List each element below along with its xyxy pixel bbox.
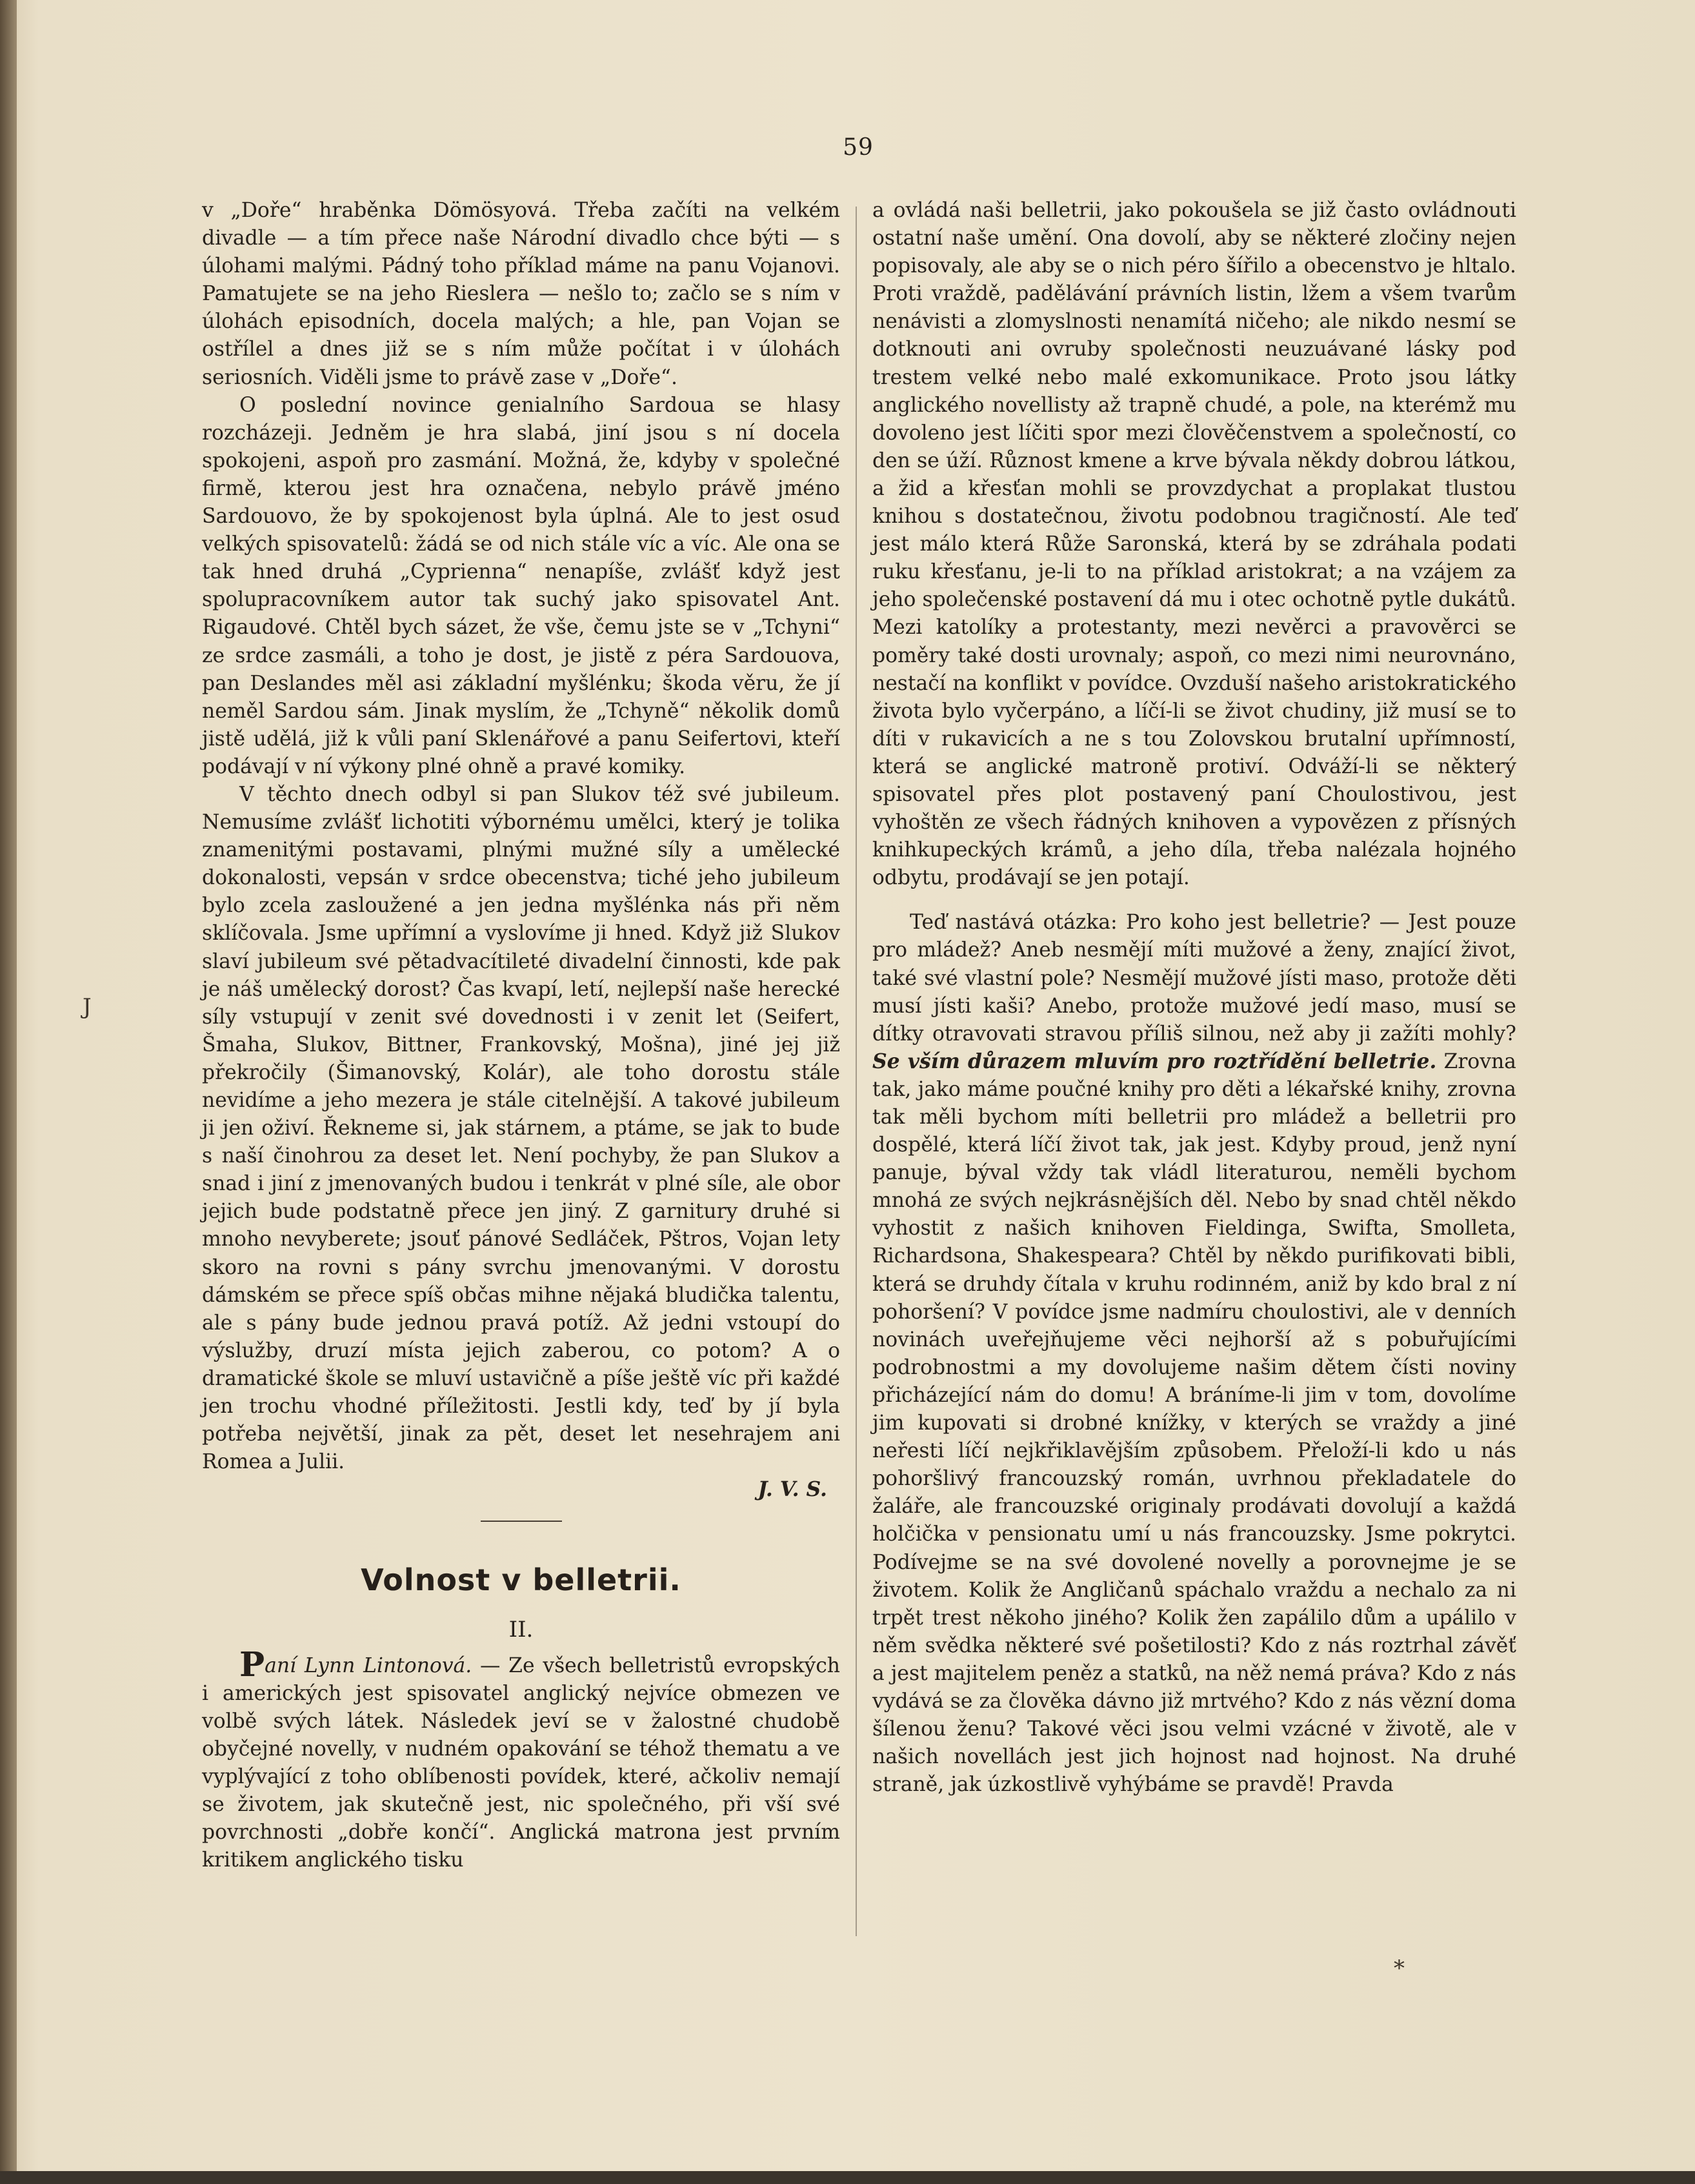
- margin-mark-left: J: [83, 994, 92, 1020]
- article-title: Volnost v belletrii.: [361, 1562, 681, 1598]
- paragraph-matrona: a ovládá naši belletrii, jako pokoušela se již často ovládnouti ostatní naše umění. Ona dovolí, aby se některé zločiny nejen popisovaly, ale aby se o nich péro šířilo a obecenstvo je hltalo. Proti vraždě, padělávání právních listin, lžem a všem tvarům nenávisti a zlomyslnosti nenamítá ničeho; ale nikdo nesmí se dotknouti ani ovruby společnosti neuzuávané lásky pod trestem velké nebo malé exkomunikace. Proto jsou látky anglického novellisty až trapně chudé, a pole, na kterémž mu dovoleno jest líčiti spor mezi člověčenstvem a společností, co den se úží. Různost kmene a krve bývala někdy dobrou látkou, a žid a křesťan mohli se provzdychat a proplakat tlustou knihou s dostatečnou, životu podobnou tragičností. Ale teď jest málo která Růže Saronská, která by se zdráhala podati ruku křesťanu, je-li to na příklad aristokrat; a na vzájem za jeho společenské postavení dá mu i otec ochotně pytle dukátů. Mezi katolíky a protestanty, mezi nevěrci a pravověrci se poměry také dosti urovnaly; aspoň, co mezi nimi neurovnáno, nestačí na konflikt v povídce. Ovzduší našeho aristokratického života bylo vyčerpáno, a líčí-li se život chudiny, již musí se to díti v rukavicích a ne s tou Zolovskou brutalní upřímností, která se anglické matroně protiví. Odváží-li se některý spisovatel přes plot postavený paní Choulostivou, jest vyhoštěn ze všech řádných knihoven a vypovězen z přísných knihkupeckých krámů, a jeho díla, třeba nalézala hojného odbytu, prodávají se jen potají.: [872, 199, 1516, 890]
- paragraph-slukov: V těchto dnech odbyl si pan Slukov též své jubileum. Nemusíme zvlášť lichotiti výbornému umělci, který je tolika znamenitými postavami, plnými mužné síly a umělecké dokonalosti, vepsán v srdce obecenstva; tiché jeho jubileum bylo zcela zasloužené a jen jedna myšlénka nás při něm sklíčovala. Jsme upřímní a vyslovíme ji hned. Když již Slukov slaví jubileum své pětadvacítileté divadelní činnosti, kde pak je náš umělecký dorost? Čas kvapí, letí, nejlepší naše herecké síly vstupují v zenit své dovednosti i v zenit let (Seifert, Šmaha, Slukov, Bittner, Frankovský, Mošna), jiné jej již překročily (Šimanovský, Kolár), ale toho dorostu stále nevidíme a jeho mezera je stále citelnější. A takové jubileum ji jen oživí. Řekneme si, jak stárnem, a ptáme, se jak to bude s naší činohrou za deset let. Není pochyby, že pan Slukov a snad i jiní z jmenovaných budou i tenkrát v plné síle, ale obor jejich bude podstatně přece jen jiný. Z garnitury druhé si mnoho nevyberete; jsouť pánové Sedláček, Pštros, Vojan lety skoro na rovni s pány svrchu jmenovanými. V dorostu dámském se přece spíš občas mihne nějaká bludička talentu, ale s pány bude jednou pravá potíž. Až jedni vstoupí do výslužby, druzí místa jejich zaberou, co potom? A o dramatické škole se mluví ustavičně a píše ještě víc při každé jen trochu vhodné příležitosti. Jestli kdy, teď by jí byla potřeba největší, jinak za pět, deset let nesehrajem ani Romea a Julii.: [202, 782, 840, 1474]
- right-column: [872, 197, 1516, 1799]
- paragraph-linton: [202, 1644, 840, 1875]
- left-column: [202, 197, 840, 1874]
- drop-cap-letter: P: [239, 1644, 265, 1684]
- paragraph-sardou: O poslední novince genialního Sardoua se hlasy rozcházeji. Jedněm je hra slabá, jiní jsou s ní docela spokojeni, aspoň pro zasmání. Možná, že, kdyby v společné firmě, kterou jest hra označena, nebylo právě jméno Sardouovo, že by spokojenost byla úplná. Ale to jest osud velkých spisovatelů: žádá se od nich stále víc a víc. Ale ona se tak hned druhá „Cyprienna“ nenapíše, zvlášť když jest spolupracovníkem autor tak suchý jako spisovatel Ant. Rigaudové. Chtěl bych sázet, že vše, čemu jste se v „Tchyni“ ze srdce zasmáli, a toho je dost, je jistě z péra Sardouova, pan Deslandes měl asi základní myšlénku; škoda věru, že jí neměl Sardou sám. Jinak myslím, že „Tchyně“ několik domů jistě udělá, již k vůli paní Sklenářové a panu Seifertovi, kteří podávají v ní výkony plné ohně a pravé komiky.: [202, 393, 840, 778]
- article-part-number: II.: [508, 1617, 534, 1643]
- paragraph-question: [872, 909, 1516, 1799]
- page-bottom-edge: [0, 2171, 1695, 2184]
- margin-mark-bottom: *: [1394, 1956, 1405, 1981]
- column-divider: [856, 207, 857, 1936]
- paragraph-dora: v „Doře“ hraběnka Dömösyová. Třeba začíti na velkém divadle — a tím přece naše Národní divadlo chce býti — s úlohami malými. Pádný toho příklad máme na panu Vojanovi. Pamatujete se na jeho Rieslera — nešlo to; začlo se s ním v úlohách episodních, docela malých; a hle, pan Vojan se ostřílel a dnes již se s ním může počítat i v úlohách seriosních. Viděli jsme to právě zase v „Doře“.: [202, 199, 840, 389]
- section-separator: [481, 1521, 562, 1522]
- book-spine-shadow: [0, 0, 17, 2184]
- page-number: 59: [843, 134, 874, 161]
- emphasized-sentence: Se vším důrazem mluvím pro roztřídění belletrie.: [872, 1049, 1437, 1073]
- paragraph-question-start: Teď nastává otázka: Pro koho jest belletrie? — Jest pouze pro mládež? Aneb nesmějí míti mužové a ženy, znající život, také své vlastní pole? Nesmějí mužové jísti maso, protože děti musí jísti kaši? Anebo, protože mužové jedí maso, musí se dítky otravovati stravou příliš silnou, než aby ji zažíti mohly?: [872, 911, 1516, 1046]
- paragraph-question-end: Zrovna tak, jako máme poučné knihy pro děti a lékařské knihy, zrovna tak měli bychom míti belletrii pro mládež a belletrii pro dospělé, která líčí život tak, jak jest. Kdyby proud, jenž nyní panuje, býval vždy tak vládl literaturou, neměli bychom mnohá ze svých nejkrásnějších děl. Nebo by snad chtěl někdo vyhostit z našich knihoven Fieldinga, Swifta, Smolleta, Richardsona, Shakespeara? Chtěl by někdo purifikovati bibli, která se druhdy čítala v kruhu rodinném, aniž by kdo bral z ní pohoršení? V povídce jsme nadmíru choulostivi, ale v denních novinách uveřejňujeme věci nejhorší až s pobuřujícími podrobnostmi a my dovolujeme našim dětem čísti noviny přicházející nám do domu! A bráníme-li jim v tom, dovolíme jim kupovati si drobné knížky, v kterých se vraždy a jiné neřesti líčí nejkřiklavějším způsobem. Přeloží-li kdo u nás pohoršlivý francouzský román, uvrhnou překladatele do žaláře, ale francouzské originaly prodávati dovolují a každá holčička v pensionatu umí u nás francouzsky. Jsme pokrytci. Podívejme se na své dovolené novelly a porovnejme je se životem. Kolik že Angličanů spáchalo vraždu a nechalo za ni trpět trest někoho jiného? Kolik žen zapálilo dům a upálilo v něm svědka některé své pošetilosti? Kdo z nás roztrhal závěť a jest majitelem peněz a statků, na něž nemá práva? Kdo z nás vydává se za člověka dávno již mrtvého? Kdo z nás vězní doma šílenou ženu? Takové věci jsou velmi vzácné v životě, ale v našich novellách jest jich hojnost nad hojnost. Na druhé straně, jak úzkostlivě vyhýbáme se pravdě! Pravda: [872, 1049, 1516, 1797]
- paragraph-linton-text: — Ze všech belletristů evropských i amerických jest spisovatel anglický nejvíce obmezen ve volbě svých látek. Následek jeví se v žalostné chudobě obyčejné novelly, v nudném opakování se téhož thematu a ve vyplývající z toho oblíbenosti povídek, které, ačkoliv nemají se životem, jak skutečně jest, nic společného, při vší své povrchnosti „dobře končí“. Anglická matrona jest prvním kritikem anglického tisku: [202, 1653, 840, 1872]
- author-signature: J. V. S.: [757, 1478, 827, 1502]
- quoted-author: aní Lynn Lintonová.: [265, 1653, 472, 1677]
